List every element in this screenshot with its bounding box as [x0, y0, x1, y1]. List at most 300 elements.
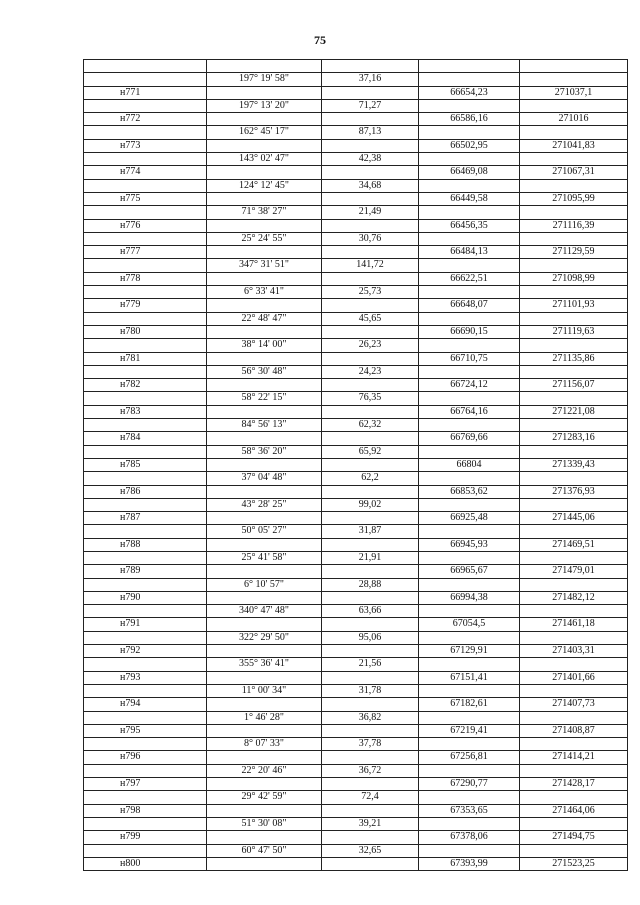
distance-cell-empty: [322, 538, 419, 551]
point-name: н773: [84, 139, 207, 152]
segment-row: [84, 711, 628, 724]
point-name: н794: [84, 698, 207, 711]
x-cell-empty: [419, 738, 520, 751]
direction-angle: 25° 41' 58": [207, 551, 322, 564]
point-row: [84, 192, 628, 205]
direction-angle: 355° 36' 41": [207, 658, 322, 671]
segment-distance: 37,78: [322, 738, 419, 751]
distance-cell-empty: [322, 139, 419, 152]
point-cell-empty: [84, 126, 207, 139]
angle-cell-empty: [207, 86, 322, 99]
y-cell-empty: [520, 605, 628, 618]
segment-distance: 45,65: [322, 312, 419, 325]
x-coordinate: [419, 60, 520, 73]
distance-cell-empty: [322, 192, 419, 205]
y-coordinate: 271523,25: [520, 857, 628, 870]
segment-distance: 71,27: [322, 99, 419, 112]
point-row: [84, 166, 628, 179]
point-name: н798: [84, 804, 207, 817]
direction-angle: 197° 13' 20": [207, 99, 322, 112]
y-cell-empty: [520, 525, 628, 538]
segment-row: [84, 419, 628, 432]
direction-angle: 6° 10' 57": [207, 578, 322, 591]
direction-angle: 60° 47' 50": [207, 844, 322, 857]
segment-distance: 21,56: [322, 658, 419, 671]
segment-row: [84, 179, 628, 192]
point-name: н793: [84, 671, 207, 684]
segment-distance: 36,72: [322, 764, 419, 777]
x-cell-empty: [419, 179, 520, 192]
direction-angle: 50° 05' 27": [207, 525, 322, 538]
distance-cell-empty: [322, 698, 419, 711]
segment-row: [84, 844, 628, 857]
point-cell-empty: [84, 684, 207, 697]
point-row: [84, 831, 628, 844]
y-coordinate: 271428,17: [520, 778, 628, 791]
point-name: н784: [84, 432, 207, 445]
x-coordinate: 66710,75: [419, 352, 520, 365]
segment-row: [84, 578, 628, 591]
point-cell-empty: [84, 445, 207, 458]
point-cell-empty: [84, 578, 207, 591]
y-coordinate: 271119,63: [520, 325, 628, 338]
point-row: [84, 325, 628, 338]
point-name: н783: [84, 405, 207, 418]
point-name: н775: [84, 192, 207, 205]
table-body: [84, 60, 628, 871]
x-coordinate: 66804: [419, 458, 520, 471]
segment-row: [84, 738, 628, 751]
x-coordinate: 66925,48: [419, 512, 520, 525]
x-coordinate: 67182,61: [419, 698, 520, 711]
segment-distance: 141,72: [322, 259, 419, 272]
x-coordinate: 66994,38: [419, 591, 520, 604]
x-cell-empty: [419, 711, 520, 724]
x-coordinate: 66769,66: [419, 432, 520, 445]
x-cell-empty: [419, 392, 520, 405]
direction-angle: 143° 02' 47": [207, 153, 322, 166]
point-name: н774: [84, 166, 207, 179]
y-cell-empty: [520, 498, 628, 511]
y-cell-empty: [520, 711, 628, 724]
point-name: н800: [84, 857, 207, 870]
segment-row: [84, 791, 628, 804]
x-coordinate: 67054,5: [419, 618, 520, 631]
x-coordinate: 67151,41: [419, 671, 520, 684]
segment-row: [84, 259, 628, 272]
point-row: [84, 485, 628, 498]
x-coordinate: 67378,06: [419, 831, 520, 844]
angle-cell-empty: [207, 219, 322, 232]
x-cell-empty: [419, 232, 520, 245]
x-coordinate: 66724,12: [419, 379, 520, 392]
point-name: н792: [84, 645, 207, 658]
point-cell-empty: [84, 498, 207, 511]
x-cell-empty: [419, 498, 520, 511]
point-row: [84, 219, 628, 232]
x-cell-empty: [419, 153, 520, 166]
y-cell-empty: [520, 365, 628, 378]
direction-angle: 8° 07' 33": [207, 738, 322, 751]
segment-row: [84, 126, 628, 139]
point-name: [84, 60, 207, 73]
distance-cell-empty: [322, 113, 419, 126]
angle-cell-empty: [207, 139, 322, 152]
y-cell-empty: [520, 658, 628, 671]
coordinates-table: [83, 59, 628, 871]
point-row: [84, 618, 628, 631]
point-cell-empty: [84, 658, 207, 671]
angle-cell-empty: [207, 352, 322, 365]
direction-angle: 71° 38' 27": [207, 206, 322, 219]
x-cell-empty: [419, 817, 520, 830]
point-row: [84, 857, 628, 870]
point-cell-empty: [84, 711, 207, 724]
point-cell-empty: [84, 99, 207, 112]
point-row: [84, 512, 628, 525]
point-name: н791: [84, 618, 207, 631]
angle-cell-empty: [207, 485, 322, 498]
point-cell-empty: [84, 206, 207, 219]
angle-cell-empty: [207, 645, 322, 658]
distance-cell-empty: [322, 724, 419, 737]
y-cell-empty: [520, 551, 628, 564]
segment-distance: 87,13: [322, 126, 419, 139]
segment-distance: 30,76: [322, 232, 419, 245]
x-cell-empty: [419, 312, 520, 325]
segment-distance: 72,4: [322, 791, 419, 804]
x-cell-empty: [419, 126, 520, 139]
angle-cell-empty: [207, 60, 322, 73]
distance-cell-empty: [322, 565, 419, 578]
point-name: н782: [84, 379, 207, 392]
segment-distance: 34,68: [322, 179, 419, 192]
segment-distance: 28,88: [322, 578, 419, 591]
y-coordinate: 271135,86: [520, 352, 628, 365]
angle-cell-empty: [207, 432, 322, 445]
point-row: [84, 86, 628, 99]
distance-cell-empty: [322, 512, 419, 525]
segment-row: [84, 73, 628, 86]
segment-row: [84, 472, 628, 485]
x-coordinate: 67129,91: [419, 645, 520, 658]
angle-cell-empty: [207, 405, 322, 418]
distance-cell-empty: [322, 246, 419, 259]
distance-cell-empty: [322, 405, 419, 418]
y-coordinate: 271407,73: [520, 698, 628, 711]
point-cell-empty: [84, 551, 207, 564]
point-name: н780: [84, 325, 207, 338]
angle-cell-empty: [207, 751, 322, 764]
distance-cell-empty: [322, 671, 419, 684]
point-name: н786: [84, 485, 207, 498]
distance-cell-empty: [322, 166, 419, 179]
distance-cell-empty: [322, 432, 419, 445]
x-coordinate: 66654,23: [419, 86, 520, 99]
point-row: [84, 60, 628, 73]
y-cell-empty: [520, 153, 628, 166]
segment-distance: 31,87: [322, 525, 419, 538]
point-cell-empty: [84, 844, 207, 857]
point-cell-empty: [84, 312, 207, 325]
segment-row: [84, 153, 628, 166]
point-row: [84, 751, 628, 764]
direction-angle: 29° 42' 59": [207, 791, 322, 804]
point-row: [84, 432, 628, 445]
y-cell-empty: [520, 392, 628, 405]
point-cell-empty: [84, 525, 207, 538]
point-cell-empty: [84, 179, 207, 192]
x-coordinate: 66965,67: [419, 565, 520, 578]
x-cell-empty: [419, 525, 520, 538]
angle-cell-empty: [207, 565, 322, 578]
y-cell-empty: [520, 99, 628, 112]
point-cell-empty: [84, 605, 207, 618]
angle-cell-empty: [207, 698, 322, 711]
segment-row: [84, 206, 628, 219]
direction-angle: 25° 24' 55": [207, 232, 322, 245]
direction-angle: 37° 04' 48": [207, 472, 322, 485]
segment-distance: 37,16: [322, 73, 419, 86]
y-cell-empty: [520, 764, 628, 777]
angle-cell-empty: [207, 857, 322, 870]
distance-cell-empty: [322, 325, 419, 338]
direction-angle: 51° 30' 08": [207, 817, 322, 830]
x-cell-empty: [419, 631, 520, 644]
point-row: [84, 645, 628, 658]
x-coordinate: 66764,16: [419, 405, 520, 418]
x-cell-empty: [419, 684, 520, 697]
point-row: [84, 724, 628, 737]
angle-cell-empty: [207, 724, 322, 737]
point-name: н772: [84, 113, 207, 126]
segment-row: [84, 605, 628, 618]
distance-cell-empty: [322, 831, 419, 844]
y-cell-empty: [520, 578, 628, 591]
segment-distance: 24,23: [322, 365, 419, 378]
y-coordinate: 271408,87: [520, 724, 628, 737]
y-cell-empty: [520, 232, 628, 245]
x-cell-empty: [419, 605, 520, 618]
point-row: [84, 565, 628, 578]
y-cell-empty: [520, 791, 628, 804]
point-row: [84, 591, 628, 604]
segment-distance: 62,32: [322, 419, 419, 432]
angle-cell-empty: [207, 379, 322, 392]
segment-row: [84, 551, 628, 564]
segment-row: [84, 286, 628, 299]
x-coordinate: 66469,08: [419, 166, 520, 179]
y-cell-empty: [520, 419, 628, 432]
direction-angle: 340° 47' 48": [207, 605, 322, 618]
point-row: [84, 379, 628, 392]
angle-cell-empty: [207, 538, 322, 551]
x-cell-empty: [419, 365, 520, 378]
direction-angle: 22° 48' 47": [207, 312, 322, 325]
y-coordinate: 271016: [520, 113, 628, 126]
point-row: [84, 405, 628, 418]
point-name: н788: [84, 538, 207, 551]
y-cell-empty: [520, 339, 628, 352]
distance-cell-empty: [322, 458, 419, 471]
x-cell-empty: [419, 764, 520, 777]
point-row: [84, 272, 628, 285]
y-coordinate: 271401,66: [520, 671, 628, 684]
y-coordinate: 271037,1: [520, 86, 628, 99]
x-cell-empty: [419, 844, 520, 857]
point-name: н796: [84, 751, 207, 764]
angle-cell-empty: [207, 618, 322, 631]
segment-row: [84, 365, 628, 378]
x-coordinate: 66484,13: [419, 246, 520, 259]
direction-angle: 197° 19' 58": [207, 73, 322, 86]
point-row: [84, 671, 628, 684]
point-name: н771: [84, 86, 207, 99]
x-cell-empty: [419, 658, 520, 671]
segment-distance: 65,92: [322, 445, 419, 458]
point-name: н795: [84, 724, 207, 737]
y-cell-empty: [520, 738, 628, 751]
y-cell-empty: [520, 206, 628, 219]
y-coordinate: 271098,99: [520, 272, 628, 285]
x-cell-empty: [419, 472, 520, 485]
y-coordinate: 271479,01: [520, 565, 628, 578]
point-row: [84, 538, 628, 551]
segment-distance: 95,06: [322, 631, 419, 644]
segment-row: [84, 658, 628, 671]
distance-cell-empty: [322, 485, 419, 498]
x-coordinate: 66945,93: [419, 538, 520, 551]
x-coordinate: 66449,58: [419, 192, 520, 205]
direction-angle: 22° 20' 46": [207, 764, 322, 777]
y-coordinate: 271101,93: [520, 299, 628, 312]
segment-distance: 36,82: [322, 711, 419, 724]
y-coordinate: 271095,99: [520, 192, 628, 205]
segment-row: [84, 339, 628, 352]
y-coordinate: 271156,07: [520, 379, 628, 392]
y-cell-empty: [520, 684, 628, 697]
segment-row: [84, 498, 628, 511]
point-row: [84, 778, 628, 791]
x-cell-empty: [419, 339, 520, 352]
page-number: 75: [314, 33, 326, 47]
y-cell-empty: [520, 286, 628, 299]
y-coordinate: 271445,06: [520, 512, 628, 525]
direction-angle: 84° 56' 13": [207, 419, 322, 432]
point-cell-empty: [84, 764, 207, 777]
point-row: [84, 352, 628, 365]
direction-angle: 347° 31' 51": [207, 259, 322, 272]
angle-cell-empty: [207, 804, 322, 817]
segment-row: [84, 445, 628, 458]
angle-cell-empty: [207, 325, 322, 338]
segment-distance: 62,2: [322, 472, 419, 485]
y-coordinate: 271116,39: [520, 219, 628, 232]
x-cell-empty: [419, 99, 520, 112]
distance-cell-empty: [322, 591, 419, 604]
distance-cell-empty: [322, 804, 419, 817]
segment-row: [84, 392, 628, 405]
point-cell-empty: [84, 286, 207, 299]
segment-row: [84, 525, 628, 538]
point-cell-empty: [84, 153, 207, 166]
direction-angle: 124° 12' 45": [207, 179, 322, 192]
distance-cell-empty: [322, 618, 419, 631]
x-coordinate: 67219,41: [419, 724, 520, 737]
segment-row: [84, 817, 628, 830]
point-name: н787: [84, 512, 207, 525]
x-cell-empty: [419, 419, 520, 432]
segment-distance: 31,78: [322, 684, 419, 697]
distance-cell-empty: [322, 219, 419, 232]
point-name: н777: [84, 246, 207, 259]
point-cell-empty: [84, 817, 207, 830]
y-coordinate: 271482,12: [520, 591, 628, 604]
distance-cell-empty: [322, 645, 419, 658]
point-row: [84, 804, 628, 817]
x-coordinate: 66502,95: [419, 139, 520, 152]
segment-distance: 42,38: [322, 153, 419, 166]
distance-cell-empty: [322, 86, 419, 99]
y-coordinate: [520, 60, 628, 73]
y-cell-empty: [520, 179, 628, 192]
x-cell-empty: [419, 791, 520, 804]
y-coordinate: 271403,31: [520, 645, 628, 658]
x-cell-empty: [419, 206, 520, 219]
distance-cell-empty: [322, 299, 419, 312]
point-cell-empty: [84, 339, 207, 352]
angle-cell-empty: [207, 591, 322, 604]
angle-cell-empty: [207, 512, 322, 525]
y-cell-empty: [520, 631, 628, 644]
point-name: н785: [84, 458, 207, 471]
distance-cell-empty: [322, 60, 419, 73]
x-coordinate: 67353,65: [419, 804, 520, 817]
point-cell-empty: [84, 419, 207, 432]
point-cell-empty: [84, 392, 207, 405]
x-coordinate: 66690,15: [419, 325, 520, 338]
y-cell-empty: [520, 312, 628, 325]
point-cell-empty: [84, 232, 207, 245]
segment-row: [84, 99, 628, 112]
direction-angle: 58° 22' 15": [207, 392, 322, 405]
y-coordinate: 271461,18: [520, 618, 628, 631]
y-coordinate: 271414,21: [520, 751, 628, 764]
point-row: [84, 139, 628, 152]
x-cell-empty: [419, 286, 520, 299]
angle-cell-empty: [207, 671, 322, 684]
point-cell-empty: [84, 73, 207, 86]
segment-distance: 26,23: [322, 339, 419, 352]
x-coordinate: 66648,07: [419, 299, 520, 312]
x-coordinate: 67290,77: [419, 778, 520, 791]
direction-angle: 58° 36' 20": [207, 445, 322, 458]
y-cell-empty: [520, 73, 628, 86]
segment-row: [84, 764, 628, 777]
x-coordinate: 66456,35: [419, 219, 520, 232]
direction-angle: 1° 46' 28": [207, 711, 322, 724]
x-coordinate: 66586,16: [419, 113, 520, 126]
y-cell-empty: [520, 817, 628, 830]
y-coordinate: 271376,93: [520, 485, 628, 498]
point-row: [84, 299, 628, 312]
x-cell-empty: [419, 551, 520, 564]
direction-angle: 322° 29' 50": [207, 631, 322, 644]
distance-cell-empty: [322, 857, 419, 870]
point-name: н781: [84, 352, 207, 365]
point-name: н790: [84, 591, 207, 604]
segment-row: [84, 232, 628, 245]
